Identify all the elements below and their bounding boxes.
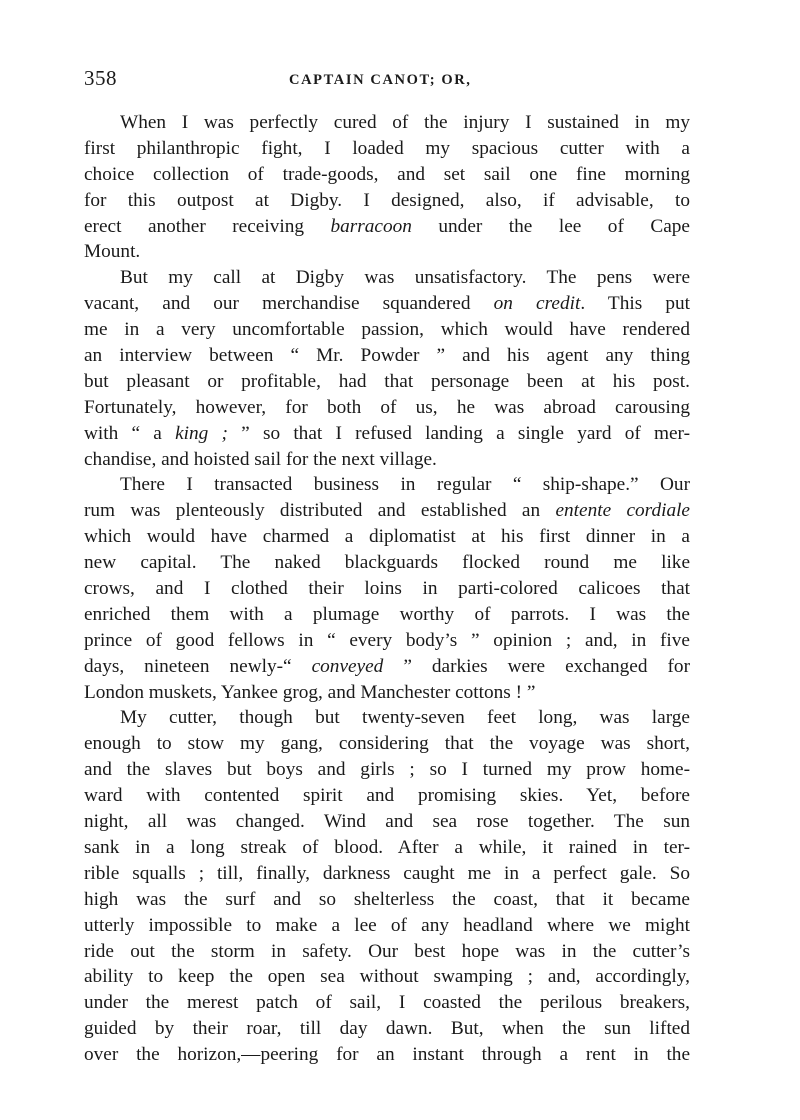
text-line: first philanthropic fight, I loaded my spacious cutter with a (84, 137, 690, 159)
text-line: sank in a long streak of blood. After a while, it rained in ter- (84, 836, 690, 858)
text-line: guided by their roar, till day dawn. But, when the sun lifted (84, 1018, 690, 1040)
paragraph (84, 472, 690, 705)
text-line: enriched them with a plumage worthy of parrots. I was the (84, 603, 690, 625)
text-line: under the merest patch of sail, I coasted the perilous breakers, (84, 992, 690, 1014)
text-line: prince of good fellows in “ every body’s ” opinion ; and, in five (84, 629, 690, 651)
italic-phrase: entente cordiale (555, 500, 690, 522)
paragraph (84, 110, 690, 265)
text-line: rum was plenteously distributed and established an entente cordiale (84, 500, 690, 522)
italic-phrase: barracoon (330, 215, 412, 237)
text-line: My cutter, though but twenty-seven feet long, was large (120, 707, 690, 729)
text-line: rible squalls ; till, finally, darkness caught me in a perfect gale. So (84, 862, 690, 884)
text-line: ability to keep the open sea without swamping ; and, accordingly, (84, 966, 690, 988)
text-line: ride out the storm in safety. Our best hope was in the cutter’s (84, 940, 690, 962)
text-line: ward with contented spirit and promising skies. Yet, before (84, 785, 690, 807)
text-line: night, all was changed. Wind and sea rose together. The sun (84, 811, 690, 833)
page-number: 358 (84, 66, 117, 90)
text-line: an interview between “ Mr. Powder ” and his agent any thing (84, 345, 690, 367)
text-line: vacant, and our merchandise squandered on credit. This put (84, 293, 690, 315)
text-line: new capital. The naked blackguards flocked round me like (84, 552, 690, 574)
text-line: high was the surf and so shelterless the coast, that it became (84, 888, 690, 910)
text-line: utterly impossible to make a lee of any headland where we might (84, 914, 690, 936)
text-line: When I was perfectly cured of the injury I sustained in my (120, 112, 690, 133)
text-line: days, nineteen newly-“ conveyed ” darkies were exchanged for (84, 655, 690, 677)
text-line: But my call at Digby was unsatisfactory. The pens were (120, 267, 690, 289)
text-line: crows, and I clothed their loins in parti-colored calicoes that (84, 578, 690, 600)
body-text (84, 110, 690, 1068)
text-line: London muskets, Yankee grog, and Manchester cottons ! ” (84, 681, 536, 703)
italic-phrase: on credit (493, 293, 581, 315)
text-line: Fortunately, however, for both of us, he was abroad carousing (84, 396, 690, 418)
text-line: chandise, and hoisted sail for the next village. (84, 448, 437, 470)
paragraph (84, 705, 690, 1067)
page-header (0, 0, 800, 100)
running-head: CAPTAIN CANOT; OR, (289, 72, 472, 88)
text-line: but pleasant or profitable, had that personage been at his post. (84, 370, 690, 392)
text-line: over the horizon,—peering for an instant through a rent in the (84, 1044, 690, 1066)
text-line: Mount. (84, 241, 141, 263)
text-line: enough to stow my gang, considering that the voyage was short, (84, 733, 690, 755)
text-line: with “ a king ; ” so that I refused landing a single yard of mer- (84, 422, 690, 444)
text-line: for this outpost at Digby. I designed, also, if advisable, to (84, 189, 690, 211)
italic-phrase: king ; (175, 422, 228, 444)
text-line: me in a very uncomfortable passion, which would have rendered (84, 319, 690, 341)
text-line: There I transacted business in regular “ ship-shape.” Our (120, 474, 690, 496)
italic-phrase: conveyed (311, 655, 384, 677)
text-line: which would have charmed a diplomatist at his first dinner in a (84, 526, 690, 548)
paragraph (84, 265, 690, 472)
text-line: erect another receiving barracoon under the lee of Cape (84, 215, 690, 237)
text-line: choice collection of trade-goods, and set sail one fine morning (84, 163, 690, 185)
text-line: and the slaves but boys and girls ; so I turned my prow home- (84, 759, 690, 781)
